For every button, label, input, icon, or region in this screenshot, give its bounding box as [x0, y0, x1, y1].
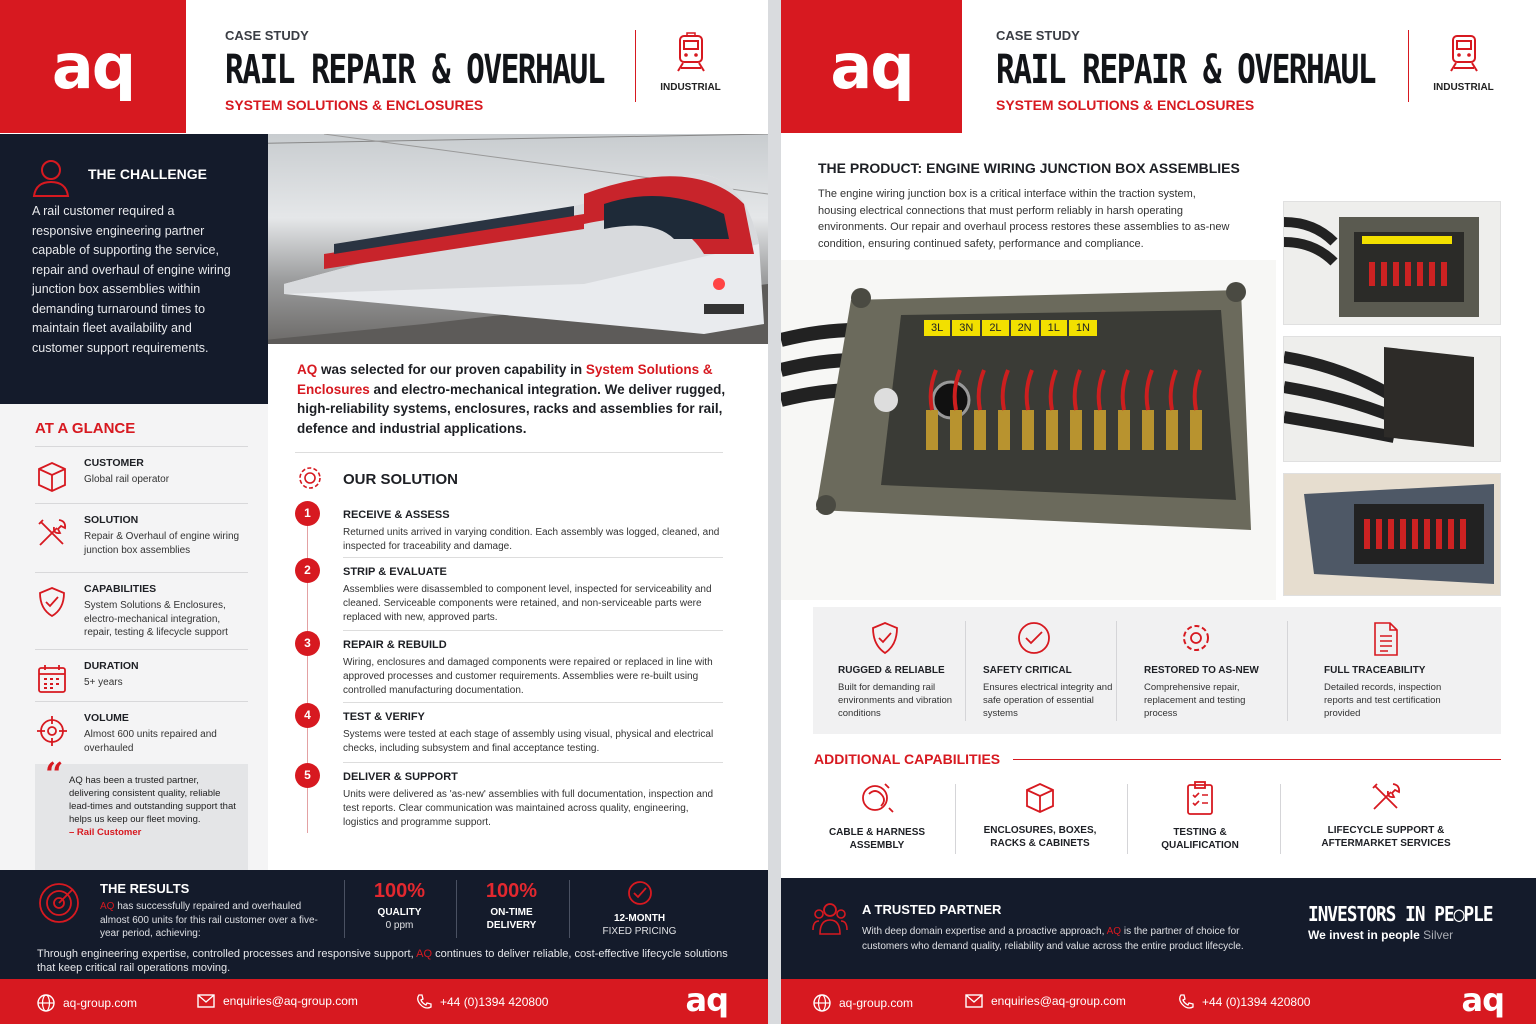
capability-separator	[1127, 784, 1128, 854]
mail-icon	[197, 994, 215, 1008]
footer-web[interactable]: aq-group.com	[813, 994, 913, 1012]
feature-strip: RUGGED & RELIABLE Built for demanding rail environments and vibration conditions SAFETY CRITICAL Ensures electrical integrity and safe operation of essential systems RESTORED TO AS-NEW Comprehensive repair, replacement and testing process FULL TRACEABILITY Detailed records, inspection reports and test certification provided	[813, 607, 1501, 734]
aq-logo[interactable]: aq	[781, 0, 962, 133]
challenge-text: A rail customer required a responsive engineering partner capable of supporting the service, repair and overhaul of engine wiring junction box assemblies within demanding turnaround times to maintain fleet availability and customer support requirements.	[32, 204, 231, 355]
our-solution	[295, 452, 723, 828]
phase-labels: 3L 3N 2L 2N 1L 1N	[924, 320, 1097, 336]
sector-badge: INDUSTRIAL	[1408, 30, 1518, 102]
case-study-label: CASE STUDY	[225, 28, 309, 43]
thumbnail-box-side[interactable]	[1283, 336, 1501, 462]
feature-separator	[1116, 621, 1117, 721]
stat-quality: 100% QUALITY 0 ppm	[344, 880, 454, 938]
calendar-icon	[35, 662, 69, 696]
thumbnail-box-angle[interactable]	[1283, 473, 1501, 596]
tools-icon	[35, 516, 69, 550]
footer-phone[interactable]: +44 (0)1394 420800	[1178, 994, 1310, 1010]
page-title: RAIL REPAIR & OVERHAUL	[996, 47, 1375, 93]
team-icon	[812, 900, 848, 936]
box-icon	[1023, 780, 1057, 814]
capability-lifecycle[interactable]: LIFECYCLE SUPPORT & AFTERMARKET SERVICES	[1311, 780, 1461, 850]
terminal-post	[1190, 410, 1202, 450]
results-conclusion: Through engineering expertise, controlled processes and responsive support, AQ continues to deliver reliable, cost-effective lifecycle solutions that keep critical rail operations moving.	[37, 948, 728, 974]
footer	[0, 979, 768, 1024]
stat-pricing: 12-MONTH FIXED PRICING	[569, 880, 709, 938]
trusted-partner-panel	[781, 878, 1536, 979]
train-hero-image	[224, 134, 768, 344]
thumbnail-box-top[interactable]	[1283, 201, 1501, 325]
terminal-post	[1022, 410, 1034, 450]
step-3: 3 REPAIR & REBUILD Wiring, enclosures and damaged components were repaired or replaced in line with approved processes and customer requirements. Assemblies were re-built using controlled manufacturing documentation.	[343, 630, 723, 698]
capability-separator	[1280, 784, 1281, 854]
results-panel	[0, 870, 768, 979]
terminal-post	[950, 410, 962, 450]
glance-item-solution: SOLUTION Repair & Overhaul of engine wiring junction box assemblies	[35, 503, 248, 557]
header: CASE STUDY RAIL REPAIR & OVERHAUL SYSTEM SOLUTIONS & ENCLOSURES	[996, 28, 1482, 113]
terminal-post	[1142, 410, 1154, 450]
step-2: 2 STRIP & EVALUATE Assemblies were disassembled to component level, inspected for serviceability and cleaned. Serviceable components were retained, and non-serviceable parts were replaced with new, approved parts.	[343, 557, 723, 625]
glance-item-volume: VOLUME Almost 600 units repaired and overhauled	[35, 701, 248, 755]
capability-separator	[955, 784, 956, 854]
terminal-post	[1094, 410, 1106, 450]
quote-mark-icon: “	[45, 755, 64, 793]
target-icon	[38, 882, 80, 924]
shield-check-icon	[870, 621, 900, 655]
step-4: 4 TEST & VERIFY Systems were tested at each stage of assembly using visual, physical and electrical checks, including subsystem and final acceptance testing.	[343, 702, 723, 756]
page-title: RAIL REPAIR & OVERHAUL	[225, 47, 604, 93]
stat-delivery: 100% ON-TIME DELIVERY	[456, 880, 566, 938]
challenge-title: THE CHALLENGE	[88, 166, 207, 182]
document-icon	[1371, 621, 1401, 657]
customer-quote: “ AQ has been a trusted partner, delivering consistent quality, reliable lead-times and outstanding support that helps us keep our fleet moving. – Rail Customer	[35, 764, 248, 870]
footer	[781, 979, 1536, 1024]
capability-testing[interactable]: TESTING & QUALIFICATION	[1145, 780, 1255, 852]
footer-phone[interactable]: +44 (0)1394 420800	[416, 994, 548, 1010]
terminal-post	[998, 410, 1010, 450]
footer-logo[interactable]: aq	[1461, 981, 1504, 1019]
target-icon	[35, 714, 69, 748]
terminal-post	[974, 410, 986, 450]
glance-item-capabilities: CAPABILITIES System Solutions & Enclosures, electro-mechanical integration, repair, testing & lifecycle support	[35, 572, 248, 640]
cable-icon	[859, 780, 895, 816]
clipboard-icon	[1185, 780, 1215, 816]
terminal-post	[926, 410, 938, 450]
step-1: 1 RECEIVE & ASSESS Returned units arrived in varying condition. Each assembly was logged, cleaned, and inspected for traceability and damage.	[343, 501, 723, 554]
thumbnail-illustration	[1284, 474, 1500, 595]
footer-email[interactable]: enquiries@aq-group.com	[197, 994, 358, 1008]
glance-title: AT A GLANCE	[35, 420, 136, 437]
investors-in-people-badge: INVESTORS IN PE◯PLE We invest in people Silver	[1308, 902, 1493, 942]
page-subtitle: SYSTEM SOLUTIONS & ENCLOSURES	[996, 97, 1255, 113]
footer-email[interactable]: enquiries@aq-group.com	[965, 994, 1126, 1008]
feature-separator	[965, 621, 966, 721]
train-illustration	[224, 134, 768, 344]
results-summary: AQ has successfully repaired and overhauled almost 600 units for this rail customer over a five-year period, achieving:	[100, 901, 318, 939]
glance-item-customer: CUSTOMER Global rail operator	[35, 446, 248, 487]
capability-enclosures[interactable]: ENCLOSURES, BOXES, RACKS & CABINETS	[975, 780, 1105, 850]
feature-separator	[1287, 621, 1288, 721]
additional-capabilities-title: ADDITIONAL CAPABILITIES	[814, 751, 1001, 767]
challenge-panel	[0, 134, 268, 404]
train-icon	[671, 32, 711, 74]
globe-icon	[37, 994, 55, 1012]
quote-author: – Rail Customer	[69, 827, 142, 838]
train-icon	[1444, 32, 1484, 74]
glance-item-duration: DURATION 5+ years	[35, 649, 248, 690]
footer-web[interactable]: aq-group.com	[37, 994, 137, 1012]
phone-icon	[416, 994, 432, 1010]
phone-icon	[1178, 994, 1194, 1010]
shield-icon	[35, 585, 69, 619]
page-subtitle: SYSTEM SOLUTIONS & ENCLOSURES	[225, 97, 484, 113]
step-5: 5 DELIVER & SUPPORT Units were delivered as 'as-new' assemblies with full documentation, inspection and test reports. Clear communication was maintained across quality, engineering, logistics and programme support.	[343, 762, 723, 830]
thumbnail-illustration	[1284, 202, 1500, 324]
sector-label: INDUSTRIAL	[660, 82, 721, 93]
check-circle-icon	[627, 880, 653, 906]
intro-statement: AQ was selected for our proven capability in System Solutions & Enclosures and electro-mechanical integration. We deliver rugged, high-reliability systems, enclosures, racks and assemblies for rail, defence and industrial applications.	[297, 362, 726, 436]
product-description: The engine wiring junction box is a critical interface within the traction system, housing electrical connections that must perform reliably in harsh operating environments. Our repair and overhaul process restores these assemblies to as-new condition, ensuring continued safety, performance and compliance.	[818, 188, 1230, 250]
terminal-post	[1118, 410, 1130, 450]
sector-badge	[635, 30, 745, 102]
tools-icon	[1369, 780, 1403, 814]
box-icon	[35, 459, 69, 493]
terminal-post	[1166, 410, 1178, 450]
thumbnail-illustration	[1284, 337, 1500, 461]
footer-logo[interactable]: aq	[685, 981, 728, 1019]
junction-box-image	[781, 260, 1276, 600]
globe-icon	[813, 994, 831, 1012]
terminal-post	[1046, 410, 1058, 450]
at-a-glance	[0, 404, 268, 870]
trust-title: A TRUSTED PARTNER	[862, 902, 1002, 917]
trust-text: With deep domain expertise and a proactive approach, AQ is the partner of choice for customers who demand quality, reliability and value across the entire product lifecycle.	[862, 926, 1244, 952]
solution-title: OUR SOLUTION	[343, 471, 458, 488]
gear-icon	[1179, 621, 1213, 655]
capability-cable[interactable]: CABLE & HARNESS ASSEMBLY	[821, 780, 933, 852]
junction-box-illustration	[781, 260, 1276, 600]
title-rule	[1013, 759, 1501, 760]
check-circle-icon	[1017, 621, 1051, 655]
results-title: THE RESULTS	[100, 881, 190, 896]
gear-icon	[295, 463, 325, 493]
product-title: THE PRODUCT: ENGINE WIRING JUNCTION BOX ASSEMBLIES	[818, 160, 1240, 176]
terminal-post	[1070, 410, 1082, 450]
aq-logo[interactable]: aq	[0, 0, 186, 133]
mail-icon	[965, 994, 983, 1008]
page-right	[781, 0, 1536, 1024]
user-icon	[32, 158, 70, 198]
